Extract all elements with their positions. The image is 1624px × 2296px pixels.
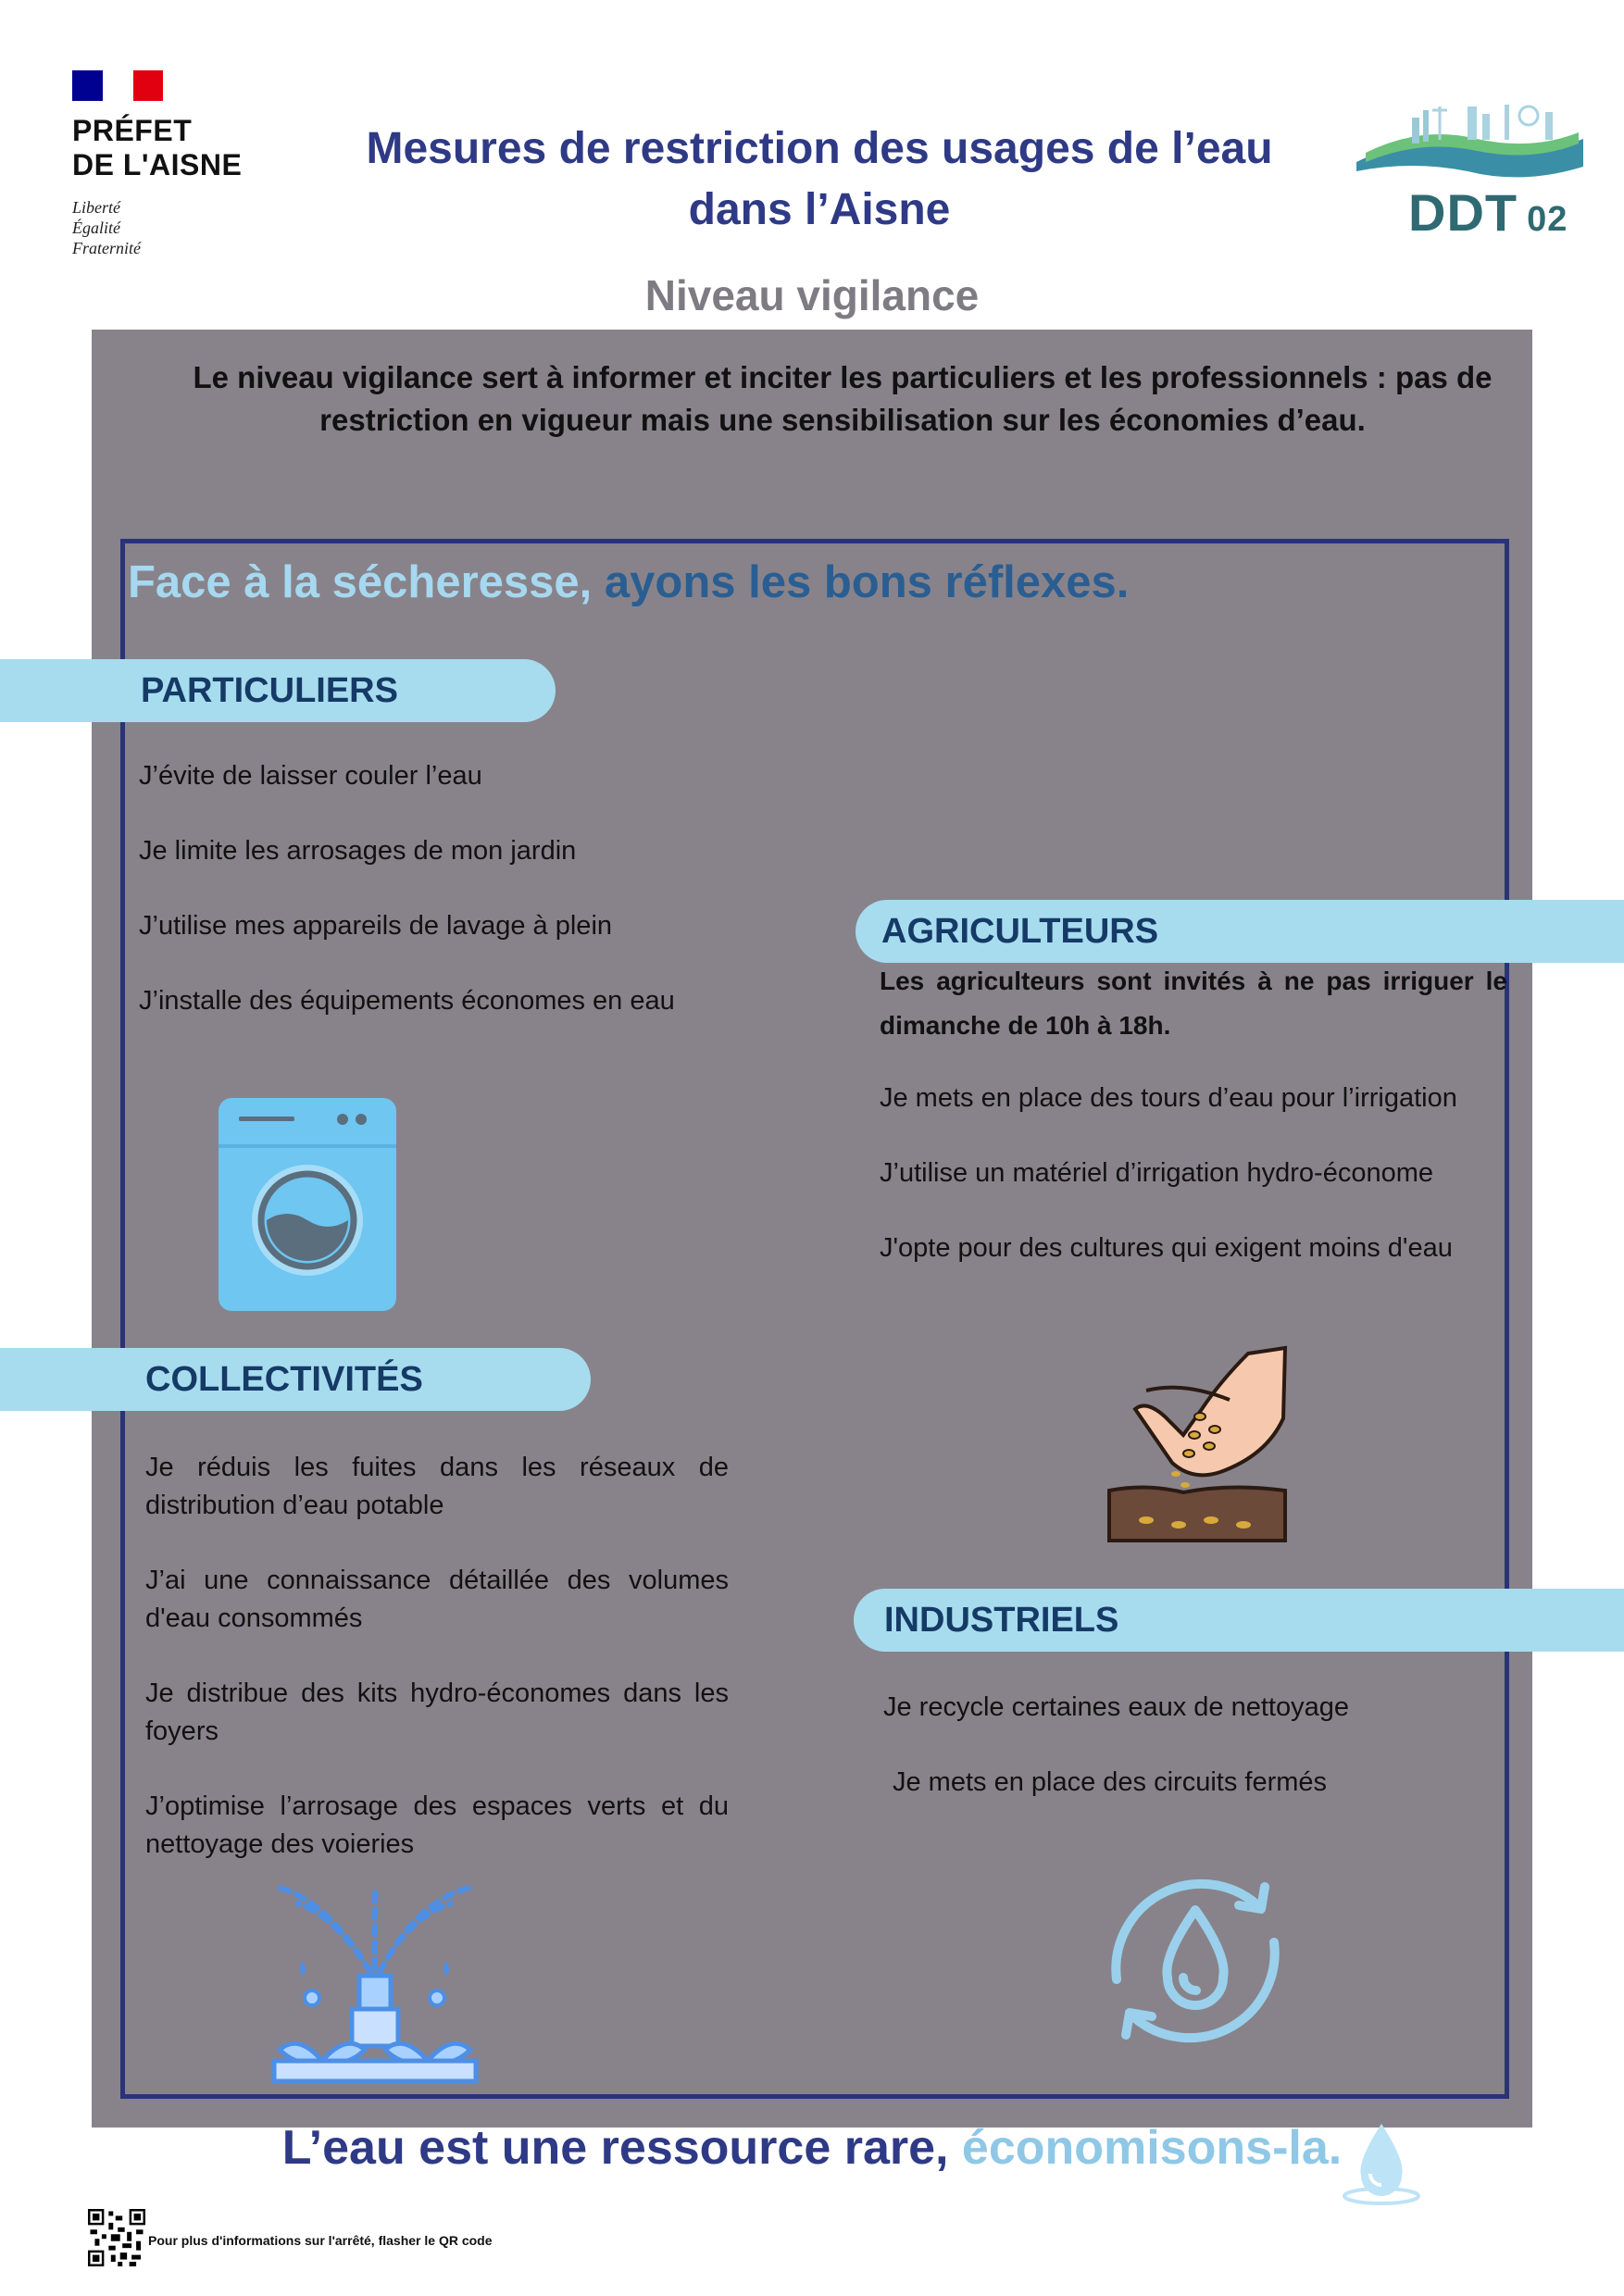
ddt-skyline-icon <box>1347 97 1593 181</box>
water-drop-icon <box>1341 2120 1422 2205</box>
list-item: Je limite les arrosages de mon jardin <box>139 836 577 866</box>
list-item: J'opte pour des cultures qui exigent moins d'eau <box>880 1233 1453 1263</box>
industriels-list <box>883 1689 1494 1802</box>
list-item: J’installe des équipements économes en eau <box>139 986 675 1016</box>
list-item: Je mets en place des circuits fermés <box>893 1767 1328 1797</box>
page-title <box>315 119 1324 241</box>
section-pill-agriculteurs <box>856 900 1624 963</box>
list-item: J’ai une connaissance détaillée des volumes d'eau consommés <box>145 1566 729 1633</box>
particuliers-list <box>139 757 725 1020</box>
section-pill-industriels <box>854 1589 1624 1652</box>
agriculteurs-notice: Les agriculteurs sont invités à ne pas irriguer le dimanche de 10h à 18h. <box>880 967 1507 1040</box>
sprinkler-icon <box>270 1879 480 2085</box>
slogan-part1: Face à la sécheresse, <box>128 557 593 607</box>
list-item: Je mets en place des tours d’eau pour l’irrigation <box>880 1083 1457 1113</box>
section-label-industriels: INDUSTRIELS <box>884 1601 1119 1640</box>
prefet-name-line2: DE L'AISNE <box>72 148 243 181</box>
ddt-number: 02 <box>1527 200 1568 239</box>
slogan <box>128 556 1129 608</box>
marianne-flag-icon <box>72 70 163 101</box>
intro-text: Le niveau vigilance sert à informer et inciter les particuliers et les professionnels : pas de restriction en vigueur mais une sensibilisation sur les économies d’eau. <box>193 360 1493 437</box>
slogan-part2: ayons les bons réflexes. <box>604 557 1130 607</box>
ddt-logo <box>1347 97 1593 245</box>
footer-slogan-part1: L’eau est une ressource rare, <box>281 2121 949 2175</box>
qr-caption: Pour plus d'informations sur l'arrêté, flasher le QR code <box>148 2233 493 2248</box>
hand-sowing-seeds-icon <box>1091 1344 1293 1546</box>
ddt-logo-text <box>1408 182 1568 243</box>
list-item: J’utilise mes appareils de lavage à plein <box>139 911 613 941</box>
collectivites-list <box>145 1449 729 1864</box>
devise-egalite: Égalité <box>72 218 120 237</box>
list-item: J’optimise l’arrosage des espaces verts et du nettoyage des voieries <box>145 1791 729 1859</box>
page-title-line1: Mesures de restriction des usages de l’eau <box>366 124 1273 173</box>
devise-fraternite: Fraternité <box>72 239 141 257</box>
water-recycle-icon <box>1080 1868 1311 2053</box>
footer-slogan-part2: économisons-la. <box>961 2121 1343 2175</box>
agriculteurs-list <box>880 959 1507 1267</box>
section-label-particuliers: PARTICULIERS <box>141 671 398 710</box>
section-label-collectivites: COLLECTIVITÉS <box>145 1360 423 1399</box>
prefet-logo <box>72 70 276 258</box>
devise-liberte: Liberté <box>72 198 120 217</box>
qr-code-icon[interactable] <box>88 2209 145 2266</box>
section-pill-collectivites <box>0 1348 591 1411</box>
washing-machine-icon <box>219 1098 396 1311</box>
ddt-label: DDT <box>1408 183 1518 242</box>
prefet-name-line1: PRÉFET <box>72 114 193 147</box>
list-item: Je recycle certaines eaux de nettoyage <box>883 1692 1349 1722</box>
devise <box>72 197 276 258</box>
page-title-line2: dans l’Aisne <box>688 185 951 234</box>
section-label-agriculteurs: AGRICULTEURS <box>881 912 1159 951</box>
level-heading: Niveau vigilance <box>644 271 980 319</box>
prefet-name <box>72 114 276 182</box>
list-item: J’évite de laisser couler l’eau <box>139 761 482 791</box>
list-item: Je réduis les fuites dans les réseaux de distribution d’eau potable <box>145 1453 729 1520</box>
section-pill-particuliers <box>0 659 556 722</box>
list-item: Je distribue des kits hydro-économes dans les foyers <box>145 1678 729 1746</box>
list-item: J’utilise un matériel d’irrigation hydro-économe <box>880 1158 1433 1188</box>
